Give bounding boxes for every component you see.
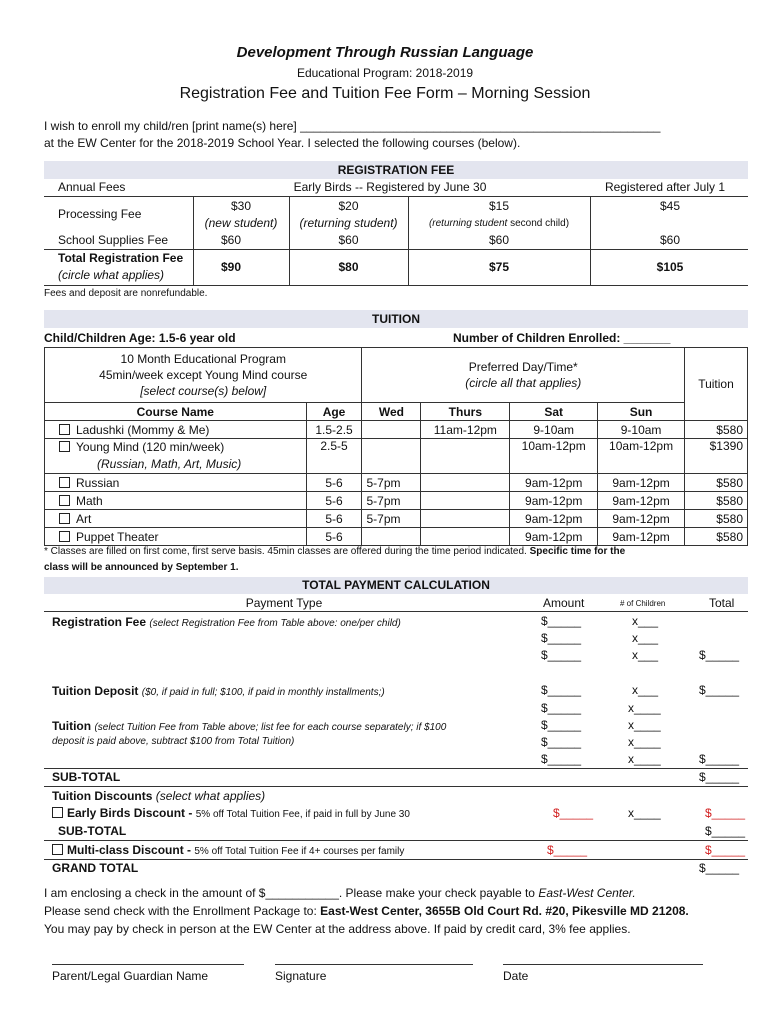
supplies-fee-4: $60 (659, 233, 681, 247)
checkbox[interactable] (59, 441, 70, 452)
checkbox[interactable] (59, 477, 70, 488)
divider (44, 859, 748, 860)
payment-type-header: Payment Type (245, 596, 323, 610)
wed-cell[interactable] (362, 421, 421, 439)
wed-header: Wed (362, 403, 421, 421)
total-fee-1[interactable]: $90 (220, 260, 242, 274)
program-description: 10 Month Educational Program 45min/week except Young Mind course [select course(s) below] (45, 348, 362, 403)
sun-cell[interactable]: 9-10am (598, 421, 685, 439)
young-mind-subjects: (Russian, Math, Art, Music) (97, 457, 242, 471)
sun-cell[interactable]: 9am-12pm (598, 492, 685, 510)
checkbox[interactable] (59, 513, 70, 524)
course-art[interactable]: Art (45, 510, 307, 528)
sat-cell[interactable]: 10am-12pm (510, 439, 598, 474)
thurs-header: Thurs (421, 403, 510, 421)
signature-label: Signature (275, 969, 327, 983)
amount-header: Amount (543, 596, 585, 610)
child-age-label: Child/Children Age: 1.5-6 year old (44, 331, 236, 345)
signature-line[interactable] (275, 964, 473, 965)
children-field[interactable]: x___ (632, 631, 659, 645)
table-row (45, 474, 748, 492)
sat-cell[interactable]: 9-10am (510, 421, 598, 439)
tuition-deposit-row: Tuition Deposit ($0, if paid in full; $100, if paid in monthly installments;) (52, 684, 385, 698)
document-subtitle: Educational Program: 2018-2019 (296, 66, 474, 80)
thurs-cell[interactable] (421, 439, 510, 474)
course-puppet-theater[interactable]: Puppet Theater (45, 528, 307, 546)
registration-band: REGISTRATION FEE (44, 161, 748, 179)
total-registration-note: (circle what applies) (58, 268, 165, 282)
amount-field[interactable]: $_____ (541, 648, 582, 662)
amount-field[interactable]: $_____ (541, 614, 582, 628)
children-field[interactable]: x____ (628, 806, 661, 820)
amount-field[interactable]: $_____ (541, 718, 582, 732)
annual-fees-label: Annual Fees (58, 180, 126, 194)
divider (44, 768, 748, 769)
guardian-name-label: Parent/Legal Guardian Name (52, 969, 209, 983)
processing-fee-second: $15 (488, 199, 510, 213)
course-russian[interactable]: Russian (45, 474, 307, 492)
tuition-column-header: Tuition (685, 348, 748, 421)
tuition-footnote-cont: class will be announced by September 1. (44, 562, 239, 573)
checkbox[interactable] (52, 807, 63, 818)
sat-header: Sat (510, 403, 598, 421)
supplies-fee-3: $60 (488, 233, 510, 247)
registration-fee-row: Registration Fee (select Registration Fee from Table above: one/per child) (52, 615, 401, 629)
check-amount-line[interactable]: I am enclosing a check in the amount of $___________. Please make your check payable to East-West Center. (44, 886, 636, 900)
multi-class-amount[interactable]: $_____ (547, 843, 588, 857)
multi-class-discount[interactable]: Multi-class Discount - 5% off Total Tuition Fee if 4+ courses per family (52, 843, 404, 857)
fee-cell: $580 (685, 421, 748, 439)
age-header: Age (306, 403, 362, 421)
divider (44, 249, 748, 250)
amount-field[interactable]: $_____ (541, 631, 582, 645)
thurs-cell[interactable] (421, 474, 510, 492)
school-year-line: at the EW Center for the 2018-2019 School Year. I selected the following courses (below). (44, 136, 521, 150)
amount-field[interactable]: $_____ (541, 701, 582, 715)
multi-class-total[interactable]: $_____ (705, 843, 746, 857)
early-birds-label: Early Birds -- Registered by June 30 (293, 180, 487, 194)
checkbox[interactable] (59, 495, 70, 506)
processing-fee-second-note: (returning student second child) (428, 218, 570, 229)
checkbox[interactable] (52, 844, 63, 855)
divider (44, 611, 748, 612)
sat-cell[interactable]: 9am-12pm (510, 510, 598, 528)
early-birds-total[interactable]: $_____ (705, 806, 746, 820)
date-label: Date (503, 969, 529, 983)
subtotal-field[interactable]: $_____ (699, 770, 740, 784)
total-fee-2[interactable]: $80 (338, 260, 359, 274)
document-title: Development Through Russian Language (236, 44, 534, 61)
total-registration-label: Total Registration Fee (58, 251, 184, 265)
thurs-cell[interactable]: 11am-12pm (421, 421, 510, 439)
total-fee-4[interactable]: $105 (656, 260, 684, 274)
age-cell: 5-6 (306, 492, 362, 510)
processing-fee-label: Processing Fee (58, 207, 142, 221)
age-cell: 5-6 (306, 528, 362, 546)
children-count-header: # of Children (620, 599, 666, 608)
divider (44, 786, 748, 787)
children-field[interactable]: x____ (628, 701, 661, 715)
total-header: Total (709, 596, 735, 610)
form-title: Registration Fee and Tuition Fee Form – Morning Session (179, 85, 591, 102)
age-cell: 1.5-2.5 (306, 421, 362, 439)
thurs-cell[interactable] (421, 510, 510, 528)
early-birds-amount[interactable]: $_____ (553, 806, 594, 820)
age-cell: 5-6 (306, 510, 362, 528)
nonrefundable-note: Fees and deposit are nonrefundable. (44, 288, 208, 299)
discounts-label: Tuition Discounts (select what applies) (52, 789, 266, 803)
enroll-line[interactable]: I wish to enroll my child/ren [print name(s) here] ______________________________________________________ (44, 119, 661, 133)
tuition-table (44, 347, 748, 546)
total-field[interactable]: $_____ (699, 752, 740, 766)
course-name-header: Course Name (45, 403, 307, 421)
processing-fee-returning-note: (returning student) (299, 216, 398, 230)
fee-cell: $580 (685, 492, 748, 510)
sun-cell[interactable]: 9am-12pm (598, 474, 685, 492)
children-field[interactable]: x___ (632, 614, 659, 628)
course-ladushki[interactable]: Ladushki (Mommy & Me) (45, 421, 307, 439)
children-field[interactable]: x____ (628, 718, 661, 732)
children-field[interactable]: x___ (632, 683, 659, 697)
processing-fee-new-note: (new student) (204, 216, 278, 230)
send-check-line: Please send check with the Enrollment Package to: East-West Center, 3655B Old Court Rd. #20, Pikesville MD 21208. (44, 904, 689, 918)
signature-line[interactable] (503, 964, 703, 965)
early-birds-discount[interactable]: Early Birds Discount - 5% off Total Tuition Fee, if paid in full by June 30 (52, 806, 410, 820)
table-row (45, 421, 748, 439)
total-field[interactable]: $_____ (699, 683, 740, 697)
children-field[interactable]: x____ (628, 752, 661, 766)
signature-line[interactable] (52, 964, 244, 965)
checkbox[interactable] (59, 531, 70, 542)
course-young-mind[interactable]: Young Mind (120 min/week) (Russian, Math, Art, Music) (45, 439, 307, 474)
subtotal-field-2[interactable]: $_____ (705, 824, 746, 838)
sun-header: Sun (598, 403, 685, 421)
sun-cell[interactable]: 9am-12pm (598, 510, 685, 528)
amount-field[interactable]: $_____ (541, 735, 582, 749)
supplies-fee-2: $60 (338, 233, 359, 247)
subtotal-label-2: SUB-TOTAL (58, 824, 127, 838)
divider (44, 285, 748, 286)
divider (44, 840, 748, 841)
course-math[interactable]: Math (45, 492, 307, 510)
tuition-row-note: deposit is paid above, subtract $100 from Total Tuition) (52, 736, 295, 747)
sun-cell[interactable]: 9am-12pm (598, 528, 685, 546)
supplies-fee-1: $60 (220, 233, 242, 247)
fee-cell: $580 (685, 474, 748, 492)
age-cell: 2.5-5 (306, 439, 362, 474)
age-cell: 5-6 (306, 474, 362, 492)
wed-cell[interactable]: 5-7pm (362, 474, 421, 492)
total-fee-3[interactable]: $75 (488, 260, 510, 274)
table-row (45, 510, 748, 528)
amount-field[interactable]: $_____ (541, 752, 582, 766)
fee-cell: $580 (685, 528, 748, 546)
wed-cell[interactable] (362, 439, 421, 474)
tuition-band: TUITION (44, 310, 748, 328)
children-field[interactable]: x____ (628, 735, 661, 749)
sat-cell[interactable]: 9am-12pm (510, 474, 598, 492)
grand-total-field[interactable]: $_____ (699, 861, 740, 875)
processing-fee-late: $45 (659, 199, 681, 213)
total-field[interactable]: $_____ (699, 648, 740, 662)
table-row (45, 492, 748, 510)
grand-total-label: GRAND TOTAL (52, 861, 139, 875)
processing-fee-returning: $20 (338, 199, 359, 213)
tuition-row: Tuition (select Tuition Fee from Table above; list fee for each course separately; if $100 (52, 719, 447, 733)
sat-cell[interactable]: 9am-12pm (510, 492, 598, 510)
divider (44, 196, 748, 197)
wed-cell[interactable]: 5-7pm (362, 492, 421, 510)
checkbox[interactable] (59, 424, 70, 435)
thurs-cell[interactable] (421, 492, 510, 510)
payment-band: TOTAL PAYMENT CALCULATION (44, 577, 748, 594)
children-field[interactable]: x___ (632, 648, 659, 662)
fee-cell: $580 (685, 510, 748, 528)
preferred-time-header: Preferred Day/Time* (circle all that applies) (362, 348, 685, 403)
children-enrolled-field[interactable]: Number of Children Enrolled: _______ (453, 331, 671, 345)
wed-cell[interactable]: 5-7pm (362, 510, 421, 528)
subtotal-label: SUB-TOTAL (52, 770, 121, 784)
fee-cell: $1390 (685, 439, 748, 474)
sat-cell[interactable]: 9am-12pm (510, 528, 598, 546)
payment-info-line: You may pay by check in person at the EW Center at the address above. If paid by credit card, 3% fee applies. (44, 922, 631, 936)
after-july-label: Registered after July 1 (604, 180, 726, 194)
sun-cell[interactable]: 10am-12pm (598, 439, 685, 474)
thurs-cell[interactable] (421, 528, 510, 546)
supplies-fee-label: School Supplies Fee (58, 233, 169, 247)
tuition-footnote: * Classes are filled on first come, first serve basis. 45min classes are offered during the time period indicated. Specific time for the (44, 546, 626, 557)
table-row (45, 528, 748, 546)
wed-cell[interactable] (362, 528, 421, 546)
processing-fee-new: $30 (230, 199, 252, 213)
amount-field[interactable]: $_____ (541, 683, 582, 697)
table-row (45, 439, 748, 474)
